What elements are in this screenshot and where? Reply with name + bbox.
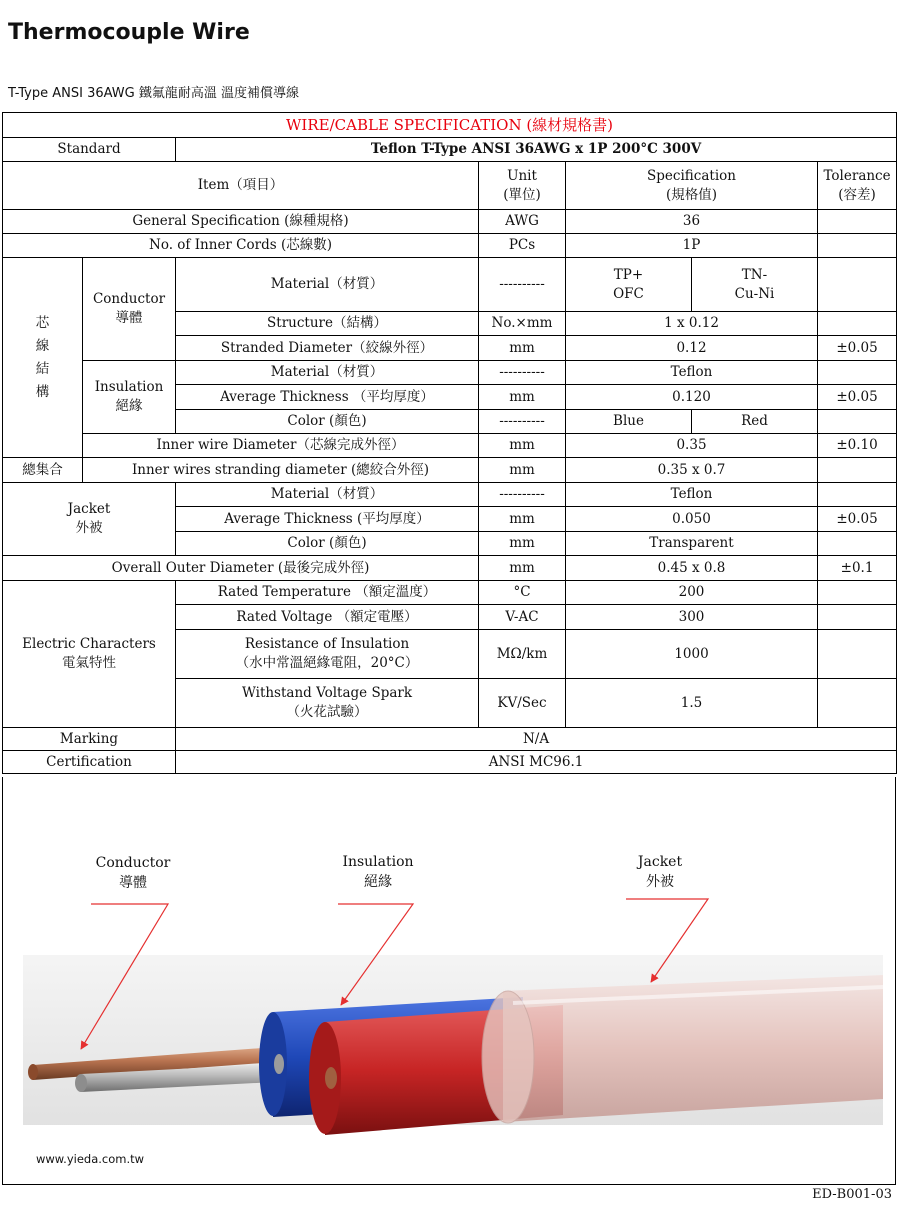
conductor-label: Conductor 導體 — [95, 855, 171, 891]
inner-diameter-tol: ±0.10 — [818, 434, 897, 458]
certification-label: Certification — [3, 751, 176, 774]
standard-row — [3, 138, 897, 162]
certification-row — [3, 751, 897, 774]
certification-value: ANSI MC96.1 — [176, 751, 897, 774]
item-header: Item（項目） — [3, 162, 479, 210]
document-id: ED-B001-03 — [812, 1187, 892, 1202]
conductor-diameter-tol: ±0.05 — [818, 336, 897, 361]
conductor-material-positive: TP+ OFC — [566, 258, 692, 312]
insulation-label: Insulation 絕緣 — [342, 854, 414, 890]
assembly-label: Inner wires stranding diameter (總絞合外徑) — [83, 458, 479, 483]
core-structure-group: 芯 線 結 構 — [3, 258, 83, 458]
conductor-diameter-value: 0.12 — [566, 336, 818, 361]
conductor-material-label: Material（材質） — [176, 258, 479, 312]
conductor-structure-tol — [818, 312, 897, 336]
cords-unit: PCs — [479, 234, 566, 258]
insulation-color-unit: ---------- — [479, 410, 566, 434]
marking-row — [3, 728, 897, 751]
conductor-diameter-label: Stranded Diameter（絞線外徑） — [176, 336, 479, 361]
standard-value: Teflon T-Type ANSI 36AWG x 1P 200°C 300V — [176, 138, 897, 162]
cable-diagram — [2, 777, 896, 1185]
insulation-material-unit: ---------- — [479, 361, 566, 385]
conductor-structure-unit: No.×mm — [479, 312, 566, 336]
rated-voltage-tol — [818, 605, 897, 630]
inner-diameter-row — [3, 434, 897, 458]
outer-diameter-unit: mm — [479, 556, 566, 581]
general-value: 36 — [566, 210, 818, 234]
withstand-value: 1.5 — [566, 679, 818, 728]
cable-illustration — [3, 777, 895, 1185]
insulation-thickness-unit: mm — [479, 385, 566, 410]
insulation-group: Insulation 絕緣 — [83, 361, 176, 434]
resistance-tol — [818, 630, 897, 679]
website-url[interactable]: www.yieda.com.tw — [36, 1152, 145, 1166]
assembly-group: 總集合 — [3, 458, 83, 483]
tolerance-header: Tolerance (容差) — [818, 162, 897, 210]
marking-value: N/A — [176, 728, 897, 751]
rated-temp-label: Rated Temperature （額定溫度） — [176, 581, 479, 605]
insulation-material-tol — [818, 361, 897, 385]
insulation-material-label: Material（材質） — [176, 361, 479, 385]
conductor-material-tol — [818, 258, 897, 312]
rated-temp-row — [3, 581, 897, 605]
rated-voltage-unit: V-AC — [479, 605, 566, 630]
cords-value: 1P — [566, 234, 818, 258]
resistance-label: Resistance of Insulation （水中常溫絕緣電阻，20°C） — [176, 630, 479, 679]
blue-core-end — [274, 1054, 284, 1074]
withstand-unit: KV/Sec — [479, 679, 566, 728]
conductor-group: Conductor 導體 — [83, 258, 176, 361]
insulation-material-row — [3, 361, 897, 385]
resistance-value: 1000 — [566, 630, 818, 679]
general-row — [3, 210, 897, 234]
electric-group: Electric Characters 電氣特性 — [3, 581, 176, 728]
cords-label: No. of Inner Cords (芯線數) — [3, 234, 479, 258]
copper-wire-end — [28, 1064, 38, 1080]
outer-diameter-value: 0.45 x 0.8 — [566, 556, 818, 581]
standard-label: Standard — [3, 138, 176, 162]
cords-tol — [818, 234, 897, 258]
conductor-material-row — [3, 258, 897, 312]
conductor-material-unit: ---------- — [479, 258, 566, 312]
spec-header: WIRE/CABLE SPECIFICATION (線材規格書) — [3, 113, 897, 138]
general-tol — [818, 210, 897, 234]
jacket-color-tol — [818, 532, 897, 556]
general-unit: AWG — [479, 210, 566, 234]
jacket-group: Jacket 外被 — [3, 483, 176, 556]
assembly-value: 0.35 x 0.7 — [566, 458, 818, 483]
outer-diameter-tol: ±0.1 — [818, 556, 897, 581]
jacket-material-value: Teflon — [566, 483, 818, 507]
assembly-row — [3, 458, 897, 483]
resistance-unit: MΩ/km — [479, 630, 566, 679]
jacket-label: Jacket 外被 — [637, 854, 683, 890]
spec-value-header: Specification (規格值) — [566, 162, 818, 210]
assembly-unit: mm — [479, 458, 566, 483]
page-subtitle: T-Type ANSI 36AWG 鐵氟龍耐高溫 溫度補償導線 — [8, 86, 299, 101]
jacket-material-row — [3, 483, 897, 507]
withstand-tol — [818, 679, 897, 728]
jacket-color-label: Color (顏色) — [176, 532, 479, 556]
jacket-thickness-label: Average Thickness (平均厚度） — [176, 507, 479, 532]
insulation-color-tol — [818, 410, 897, 434]
insulation-color-label: Color (顏色) — [176, 410, 479, 434]
rated-temp-value: 200 — [566, 581, 818, 605]
conductor-structure-value: 1 x 0.12 — [566, 312, 818, 336]
jacket-color-unit: mm — [479, 532, 566, 556]
inner-diameter-unit: mm — [479, 434, 566, 458]
rated-voltage-value: 300 — [566, 605, 818, 630]
column-header-row — [3, 162, 897, 210]
unit-header: Unit (單位) — [479, 162, 566, 210]
rated-voltage-label: Rated Voltage （額定電壓） — [176, 605, 479, 630]
jacket-thickness-unit: mm — [479, 507, 566, 532]
spec-table — [2, 112, 897, 774]
insulation-color-blue: Blue — [566, 410, 692, 434]
conductor-diameter-unit: mm — [479, 336, 566, 361]
insulation-thickness-tol: ±0.05 — [818, 385, 897, 410]
insulation-color-red: Red — [692, 410, 818, 434]
conductor-structure-label: Structure（結構） — [176, 312, 479, 336]
jacket-material-unit: ---------- — [479, 483, 566, 507]
withstand-label: Withstand Voltage Spark （火花試驗） — [176, 679, 479, 728]
spec-header-row — [3, 113, 897, 138]
general-label: General Specification (線種規格) — [3, 210, 479, 234]
insulation-material-value: Teflon — [566, 361, 818, 385]
cords-row — [3, 234, 897, 258]
rated-temp-tol — [818, 581, 897, 605]
outer-diameter-row — [3, 556, 897, 581]
outer-diameter-label: Overall Outer Diameter (最後完成外徑) — [3, 556, 479, 581]
jacket-end — [482, 991, 534, 1123]
inner-diameter-label: Inner wire Diameter（芯線完成外徑） — [83, 434, 479, 458]
jacket-thickness-value: 0.050 — [566, 507, 818, 532]
silver-wire-end — [75, 1074, 87, 1092]
inner-diameter-value: 0.35 — [566, 434, 818, 458]
insulation-thickness-label: Average Thickness （平均厚度） — [176, 385, 479, 410]
page-title: Thermocouple Wire — [8, 20, 250, 45]
marking-label: Marking — [3, 728, 176, 751]
assembly-tol — [818, 458, 897, 483]
rated-temp-unit: °C — [479, 581, 566, 605]
jacket-material-label: Material（材質） — [176, 483, 479, 507]
jacket-material-tol — [818, 483, 897, 507]
conductor-material-negative: TN- Cu-Ni — [692, 258, 818, 312]
insulation-thickness-value: 0.120 — [566, 385, 818, 410]
jacket-thickness-tol: ±0.05 — [818, 507, 897, 532]
red-core-end — [325, 1067, 337, 1089]
jacket-color-value: Transparent — [566, 532, 818, 556]
